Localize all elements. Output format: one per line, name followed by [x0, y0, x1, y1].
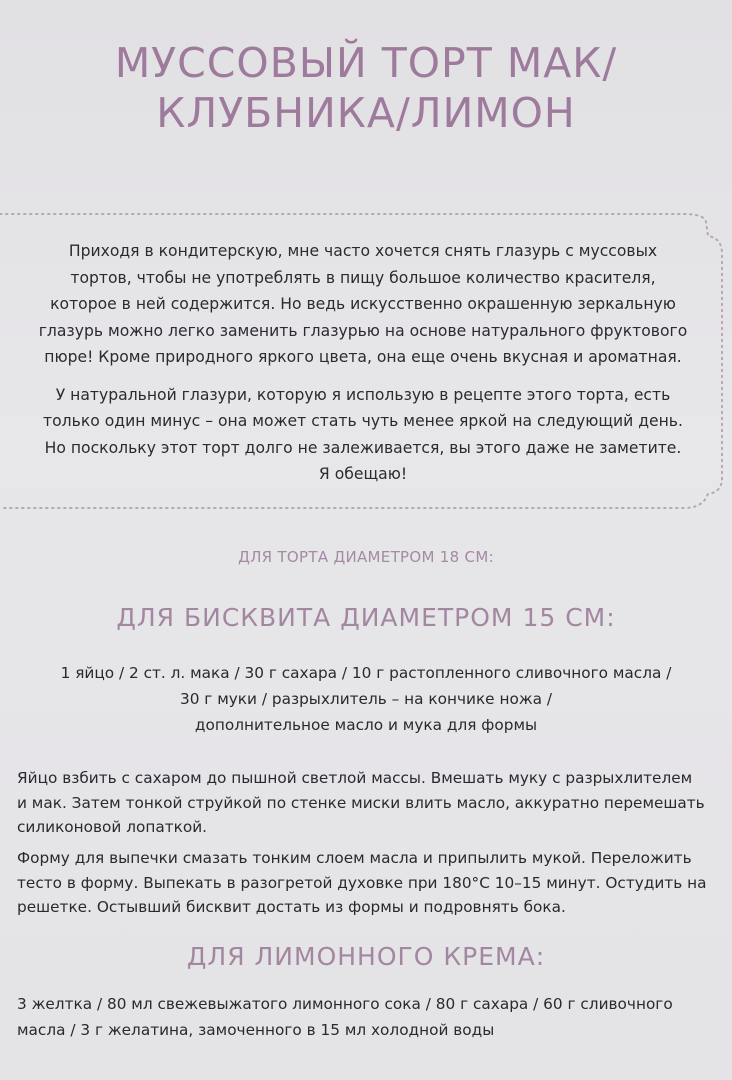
intro-p1-line: Приходя в кондитерскую, мне часто хочется снять глазурь с муссовых: [68, 242, 658, 260]
intro-frame: [0, 208, 724, 510]
intro-p2-line: Я обещаю!: [318, 465, 408, 483]
ingredient-line: 1 яйцо / 2 ст. л. мака / 30 г сахара / 10 г растопленного сливочного масла /: [60, 664, 672, 682]
sponge-step-1: [17, 766, 727, 840]
sponge-step-2: [17, 846, 727, 920]
intro-p1-line: тортов, чтобы не употреблять в пищу большое количество красителя,: [70, 268, 656, 287]
step-line: решетке. Остывший бисквит достать из формы и подровнять бока.: [17, 898, 566, 916]
ingredient-line: 3 желтка / 80 мл свежевыжатого лимонного сока / 80 г сахара / 60 г сливочного: [17, 995, 673, 1013]
ingredient-line: масла / 3 г желатина, замоченного в 15 мл холодной воды: [17, 1021, 495, 1039]
sponge-section-title: ДЛЯ БИСКВИТА ДИАМЕТРОМ 15 СМ:: [116, 603, 616, 632]
recipe-title: [0, 38, 732, 138]
step-line: тесто в форму. Выпекать в разогретой духовке при 180°С 10–15 минут. Остудить на: [17, 873, 707, 892]
lemon-cream-ingredients: [17, 991, 727, 1043]
intro-p2-line: только один минус – она может стать чуть менее яркой на следующий день.: [43, 412, 683, 430]
step-line: и мак. Затем тонкой струйкой по стенке миски влить масло, аккуратно перемешать: [17, 793, 705, 812]
lemon-cream-section-title: ДЛЯ ЛИМОННОГО КРЕМА:: [186, 942, 546, 971]
intro-paragraph-2: [22, 382, 704, 488]
recipe-title-line-2: КЛУБНИКА/ЛИМОН: [156, 89, 576, 137]
intro-p2-line: У натуральной глазури, которую я использую в рецепте этого торта, есть: [55, 385, 671, 404]
intro-p1-line: пюре! Кроме природного яркого цвета, она еще очень вкусная и ароматная.: [44, 348, 682, 366]
step-line: Форму для выпечки смазать тонким слоем масла и припылить мукой. Переложить: [17, 849, 692, 867]
ingredient-line: дополнительное масло и мука для формы: [194, 716, 538, 734]
recipe-title-line-1: МУССОВЫЙ ТОРТ МАК/: [114, 39, 618, 87]
sponge-ingredients: [0, 660, 732, 738]
intro-paragraph-1: [22, 238, 704, 371]
intro-p1-line: которое в ней содержится. Но ведь искусственно окрашенную зеркальную: [50, 295, 676, 313]
step-line: Яйцо взбить с сахаром до пышной светлой массы. Вмешать муку с разрыхлителем: [17, 769, 693, 787]
intro-text: [22, 238, 704, 499]
step-line: силиконовой лопаткой.: [17, 818, 208, 836]
intro-p2-line: Но поскольку этот торт долго не залеживается, вы этого даже не заметите.: [44, 438, 682, 457]
intro-p1-line: глазурь можно легко заменить глазурью на основе натурального фруктового: [38, 321, 688, 340]
ingredient-line: 30 г муки / разрыхлитель – на кончике ножа /: [179, 690, 552, 708]
cake-size-subheading: ДЛЯ ТОРТА ДИАМЕТРОМ 18 СМ:: [238, 548, 494, 566]
